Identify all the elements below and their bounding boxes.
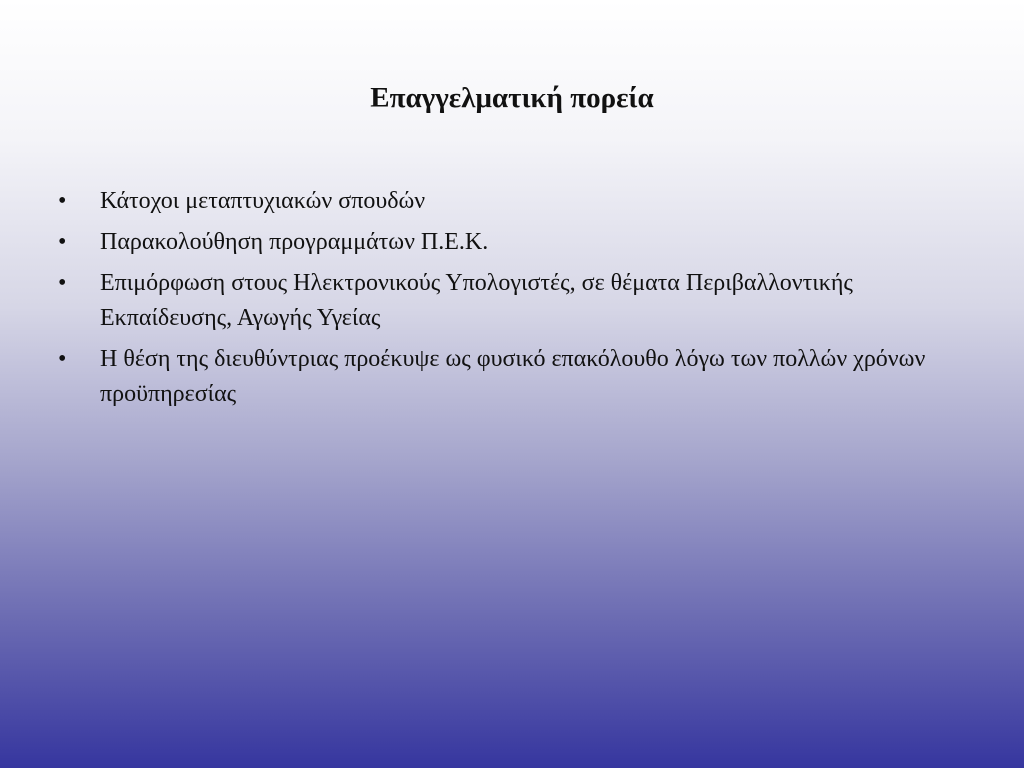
bullet-item: [56, 266, 936, 336]
bullet-item: [56, 225, 936, 260]
bullet-text: Κάτοχοι μεταπτυχιακών σπουδών: [100, 188, 426, 214]
bullet-icon: •: [58, 188, 67, 214]
bullet-icon: •: [58, 229, 67, 255]
bullet-list: [56, 184, 936, 418]
bullet-text: Η θέση της διευθύντριας προέκυψε ως φυσικό επακόλουθο λόγω των πολλών χρόνων προϋπηρεσίας: [100, 346, 926, 407]
bullet-item: [56, 184, 936, 219]
bullet-text: Επιμόρφωση στους Ηλεκτρονικούς Υπολογιστές, σε θέματα Περιβαλλοντικής Εκπαίδευσης, Αγωγής Υγείας: [100, 270, 853, 331]
bullet-icon: •: [58, 270, 67, 296]
bullet-icon: •: [58, 346, 67, 372]
slide-title: Επαγγελματική πορεία: [370, 82, 654, 114]
bullet-item: [56, 342, 936, 412]
bullet-text: Παρακολούθηση προγραμμάτων Π.Ε.Κ.: [100, 229, 489, 255]
